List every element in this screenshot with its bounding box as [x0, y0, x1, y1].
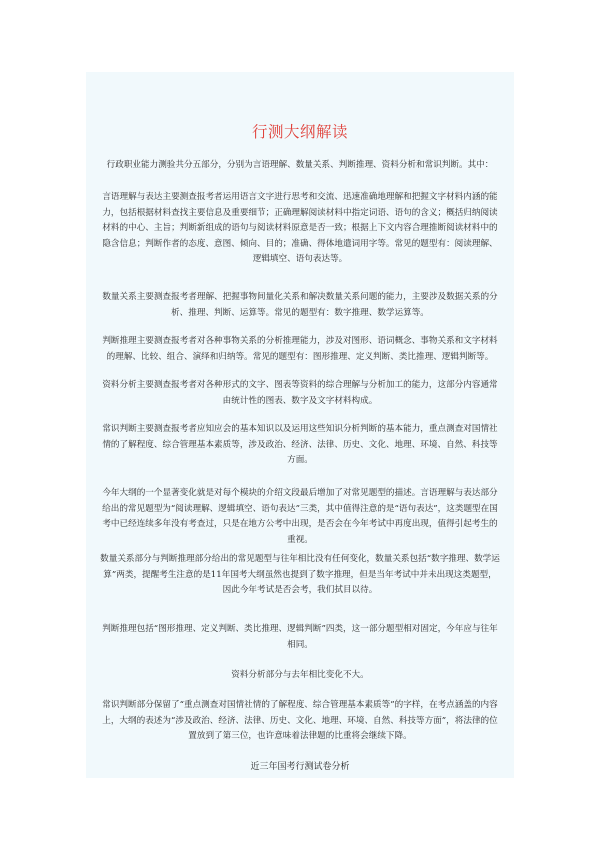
paragraph-change-overview: 今年大纲的一个显著变化就是对每个模块的介绍文段最后增加了对常见题型的描述。言语理解与表达部分给出的常见题型为“阅读理解、逻辑填空、语句表达”三类，其中值得注意的是“语句表达”，这类题型在国考中已经连续多年没有考查过，只是在地方公考中出现，是否会在今年考试中再度出现，值得引起考生的重视。: [102, 488, 498, 545]
paragraph-reasoning-types: 判断推理包括“图形推理、定义判断、类比推理、逻辑判断”四类，这一部分题型相对固定，今年应与往年相同。: [102, 624, 498, 650]
section-heading-exam-analysis: 近三年国考行测试卷分析: [250, 762, 350, 772]
page-title: 行测大纲解读: [251, 123, 348, 141]
paragraph-verbal: 言语理解与表达主要测查报考者运用语言文字进行思考和交流、迅速准确地理解和把握文字材料内涵的能力，包括根据材料查找主要信息及重要细节；正确理解阅读材料中指定词语、语句的含义；概括归纳阅读材料的中心、主旨；判断新组成的语句与阅读材料原意是否一致；根据上下文内容合理推断阅读材料中的隐含信息；判断作者的态度、意图、倾向、目的；准确、得体地遣词用字等。常见的题型有：阅读理解、逻辑填空、语句表达等。: [102, 192, 498, 265]
paragraph-quant-reasoning-change: 数量关系部分与判断推理部分给出的常见题型与往年相比没有任何变化，数量关系包括“数字推理、数学运算”两类，提醒考生注意的是11年国考大纲虽然也提到了数字推理，但是当年考试中并未出现这类题型，因此今年考试是否会考，我们拭目以待。: [100, 554, 500, 596]
paragraph-intro: 行政职业能力测验共分五部分，分别为言语理解、数量关系、判断推理、资料分析和常识判断。其中：: [106, 160, 494, 170]
content-panel: [86, 72, 514, 778]
paragraph-data-change: 资料分析部分与去年相比变化不大。: [231, 670, 369, 680]
paragraph-common-sense-change: 常识判断部分保留了“重点测查对国情社情的了解程度、综合管理基本素质等”的字样，在考点涵盖的内容上，大纲的表述为“涉及政治、经济、法律、历史、文化、地理、环境、自然、科技等方面”，将法律的位置放到了第三位，也许意味着法律题的比重将会继续下降。: [102, 700, 498, 742]
paragraph-common-sense: 常识判断主要测查报考者应知应会的基本知识以及运用这些知识分析判断的基本能力，重点测查对国情社情的了解程度、综合管理基本素质等，涉及政治、经济、法律、历史、文化、地理、环境、自然、科技等方面。: [102, 424, 498, 466]
paragraph-data-analysis: 资料分析主要测查报考者对各种形式的文字、图表等资料的综合理解与分析加工的能力，这部分内容通常由统计性的图表、数字及文字材料构成。: [102, 380, 498, 406]
paragraph-quantitative: 数量关系主要测查报考者理解、把握事物间量化关系和解决数量关系问题的能力，主要涉及数据关系的分析、推理、判断、运算等。常见的题型有：数字推理、数学运算等。: [102, 292, 498, 318]
paragraph-reasoning: 判断推理主要测查报考者对各种事物关系的分析推理能力，涉及对图形、语词概念、事物关系和文字材料的理解、比较、组合、演绎和归纳等。常见的题型有：图形推理、定义判断、类比推理、逻辑判断等。: [102, 336, 498, 362]
